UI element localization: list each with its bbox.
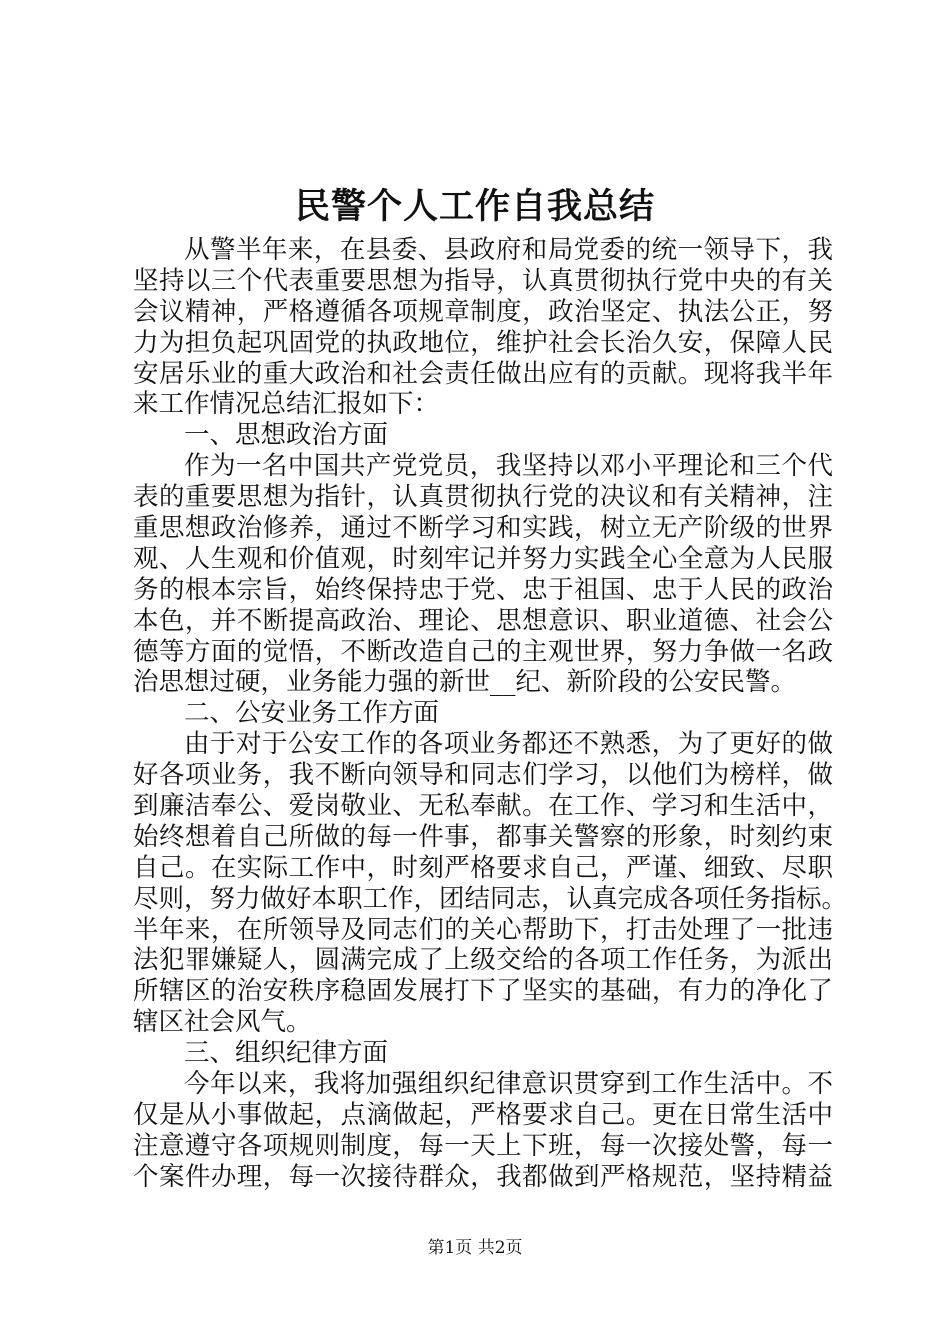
text-line: 所辖区的治安秩序稳固发展打下了坚实的基础，有力的净化了 — [133, 976, 833, 1007]
text-line: 坚持以三个代表重要思想为指导，认真贯彻执行党中央的有关 — [133, 265, 833, 296]
text-line: 治思想过硬，业务能力强的新世__纪、新阶段的公安民警。 — [133, 667, 797, 698]
text-line: 尽则，努力做好本职工作，团结同志，认真完成各项任务指标。 — [133, 883, 848, 914]
text-line: 会议精神，严格遵循各项规章制度，政治坚定、执法公正，努 — [133, 296, 833, 327]
text-line: 观、人生观和价值观，时刻牢记并努力实践全心全意为人民服 — [133, 543, 833, 574]
text-line: 本色，并不断提高政治、理论、思想意识、职业道德、社会公 — [133, 605, 833, 636]
text-line: 务的根本宗旨，始终保持忠于党、忠于祖国、忠于人民的政治 — [133, 574, 833, 605]
text-line: 来工作情况总结汇报如下： — [133, 389, 440, 420]
section-heading: 二、公安业务工作方面 — [184, 698, 440, 729]
page-footer: 第1页 共2页 — [427, 1238, 523, 1258]
section-heading: 一、思想政治方面 — [184, 420, 389, 451]
text-line: 表的重要思想为指针，认真贯彻执行党的决议和有关精神，注 — [133, 482, 833, 513]
text-line: 好各项业务，我不断向领导和同志们学习，以他们为榜样，做 — [133, 760, 833, 791]
text-line: 安居乐业的重大政治和社会责任做出应有的贡献。现将我半年 — [133, 358, 833, 389]
text-line: 今年以来，我将加强组织纪律意识贯穿到工作生活中。不 — [184, 1069, 833, 1100]
text-line: 仅是从小事做起，点滴做起，严格要求自己。更在日常生活中 — [133, 1099, 833, 1130]
text-line: 德等方面的觉悟，不断改造自己的主观世界，努力争做一名政 — [133, 636, 833, 667]
text-line: 到廉洁奉公、爱岗敬业、无私奉献。在工作、学习和生活中， — [133, 791, 833, 822]
text-line: 自己。在实际工作中，时刻严格要求自己，严谨、细致、尽职 — [133, 852, 833, 883]
text-line: 作为一名中国共产党党员，我坚持以邓小平理论和三个代 — [184, 451, 833, 482]
text-line: 辖区社会风气。 — [133, 1007, 312, 1038]
text-line: 注意遵守各项规则制度，每一天上下班，每一次接处警，每一 — [133, 1130, 833, 1161]
text-line: 个案件办理，每一次接待群众，我都做到严格规范，坚持精益 — [133, 1161, 833, 1192]
text-line: 重思想政治修养，通过不断学习和实践，树立无产阶级的世界 — [133, 513, 833, 544]
document-title: 民警个人工作自我总结 — [294, 186, 655, 227]
text-line: 力为担负起巩固党的执政地位，维护社会长治久安，保障人民 — [133, 327, 833, 358]
text-line: 法犯罪嫌疑人，圆满完成了上级交给的各项工作任务，为派出 — [133, 945, 833, 976]
text-line: 始终想着自己所做的每一件事，都事关警察的形象，时刻约束 — [133, 821, 833, 852]
document-body — [133, 235, 848, 1193]
text-line: 由于对于公安工作的各项业务都还不熟悉，为了更好的做 — [184, 729, 833, 760]
section-heading: 三、组织纪律方面 — [184, 1038, 389, 1069]
text-line: 从警半年来，在县委、县政府和局党委的统一领导下，我 — [184, 235, 833, 265]
text-line: 半年来，在所领导及同志们的关心帮助下，打击处理了一批违 — [133, 914, 833, 945]
